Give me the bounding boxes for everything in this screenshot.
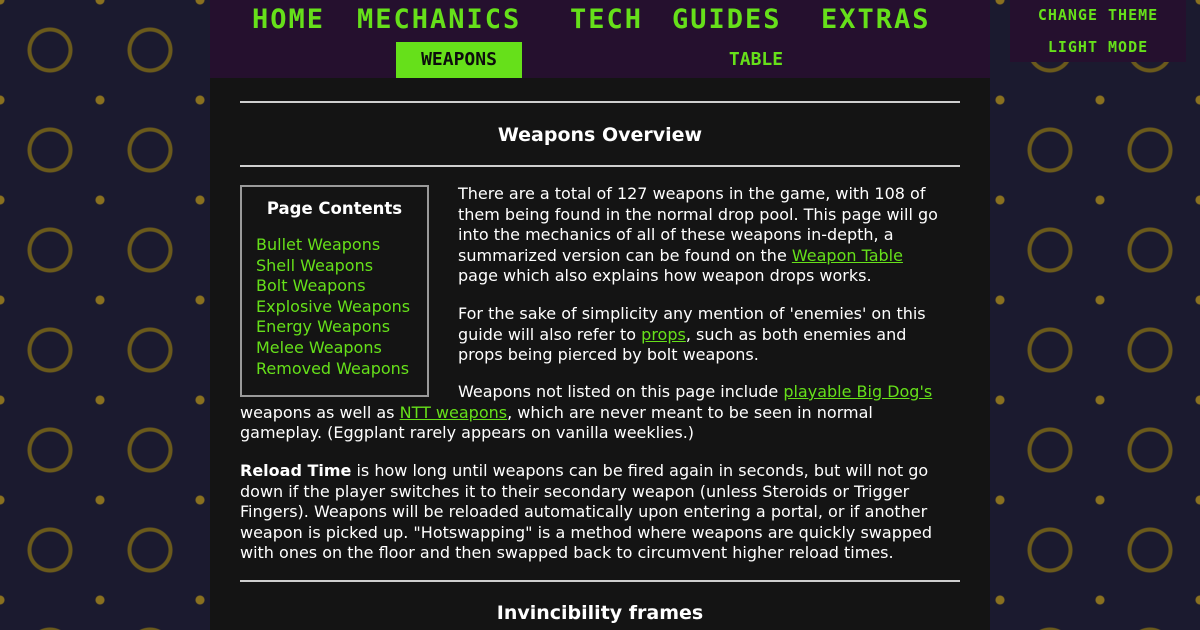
text-line bbox=[240, 461, 932, 482]
toc-link-bullet[interactable]: Bullet Weapons bbox=[256, 235, 381, 254]
theme-switcher bbox=[1010, 0, 1186, 62]
enemies-paragraph bbox=[458, 304, 926, 366]
text-line: into the mechanics of all of these weapons in-depth, a bbox=[458, 225, 894, 245]
text-line: them being found in the normal drop pool. This page will go bbox=[458, 204, 938, 224]
text-line: down if the player switches it to their secondary weapon (unless Steroids or Trigger bbox=[240, 481, 910, 501]
text-fragment: , which are never meant to be seen in normal bbox=[507, 402, 873, 422]
text-fragment: is how long until weapons can be fired again in seconds, but will not go bbox=[351, 461, 929, 480]
page-contents-title: Page Contents bbox=[266, 199, 403, 218]
toc-link-energy[interactable]: Energy Weapons bbox=[256, 317, 391, 337]
text-line: gameplay. (Eggplant rarely appears on vanilla weeklies.) bbox=[240, 423, 695, 443]
text-line: with ones on the floor and then swapped back to circumvent higher reload times. bbox=[240, 543, 894, 563]
text-line bbox=[458, 325, 926, 346]
text-fragment: guide will also refer to bbox=[458, 324, 642, 344]
text-fragment: , such as both enemies and bbox=[685, 324, 907, 344]
text-line: For the sake of simplicity any mention of 'enemies' on this bbox=[458, 304, 926, 323]
toc-link-melee[interactable]: Melee Weapons bbox=[256, 337, 382, 357]
text-line: props being pierced by bolt weapons. bbox=[458, 345, 759, 365]
nav-tech[interactable]: TECH bbox=[570, 4, 644, 35]
divider bbox=[240, 101, 960, 103]
page-contents-box bbox=[240, 185, 429, 397]
text-line: page which also explains how weapon drops works. bbox=[458, 266, 872, 286]
props-link[interactable]: props bbox=[641, 324, 686, 344]
nav-extras[interactable]: EXTRAS bbox=[821, 4, 931, 35]
navbar bbox=[210, 0, 990, 78]
nav-guides[interactable]: GUIDES bbox=[672, 4, 782, 35]
ntt-weapons-link[interactable]: NTT weapons bbox=[399, 402, 508, 422]
text-line bbox=[240, 403, 932, 424]
text-line bbox=[458, 246, 938, 267]
change-theme-button[interactable]: CHANGE THEME bbox=[1037, 6, 1159, 24]
main-panel bbox=[210, 0, 990, 630]
text-fragment: summarized version can be found on the bbox=[458, 245, 792, 265]
light-mode-button[interactable]: LIGHT MODE bbox=[1047, 38, 1149, 56]
big-dog-link[interactable]: playable Big Dog's bbox=[783, 382, 933, 401]
toc-link-bolt[interactable]: Bolt Weapons bbox=[256, 276, 366, 296]
nav-home[interactable]: HOME bbox=[252, 4, 326, 35]
text-line bbox=[240, 382, 932, 403]
divider bbox=[240, 165, 960, 167]
reload-time-term: Reload Time bbox=[240, 461, 352, 480]
text-line: Fingers). Weapons will be reloaded automatically upon entering a portal, or if another bbox=[240, 502, 928, 522]
subnav-weapons-tab[interactable]: WEAPONS bbox=[396, 42, 522, 78]
weapon-table-link[interactable]: Weapon Table bbox=[791, 245, 903, 265]
divider bbox=[240, 580, 960, 582]
toc-link-explosive[interactable]: Explosive Weapons bbox=[256, 296, 411, 316]
nav-mechanics[interactable]: MECHANICS bbox=[357, 4, 522, 35]
toc-link-removed[interactable]: Removed Weapons bbox=[256, 358, 410, 378]
text-fragment: Weapons not listed on this page include bbox=[458, 382, 784, 401]
unlisted-weapons-paragraph bbox=[240, 382, 932, 444]
reload-time-paragraph bbox=[240, 461, 932, 564]
subnav-table-tab[interactable]: TABLE bbox=[728, 49, 784, 70]
toc-link-shell[interactable]: Shell Weapons bbox=[256, 255, 374, 275]
text-line: There are a total of 127 weapons in the game, with 108 of bbox=[458, 184, 926, 203]
page-contents-list bbox=[256, 235, 410, 379]
section-title-invincibility: Invincibility frames bbox=[496, 602, 704, 624]
text-line: weapon is picked up. "Hotswapping" is a method where weapons are quickly swapped bbox=[240, 522, 933, 542]
text-fragment: weapons as well as bbox=[240, 402, 400, 422]
section-title-overview: Weapons Overview bbox=[497, 124, 703, 146]
intro-paragraph bbox=[458, 184, 938, 287]
